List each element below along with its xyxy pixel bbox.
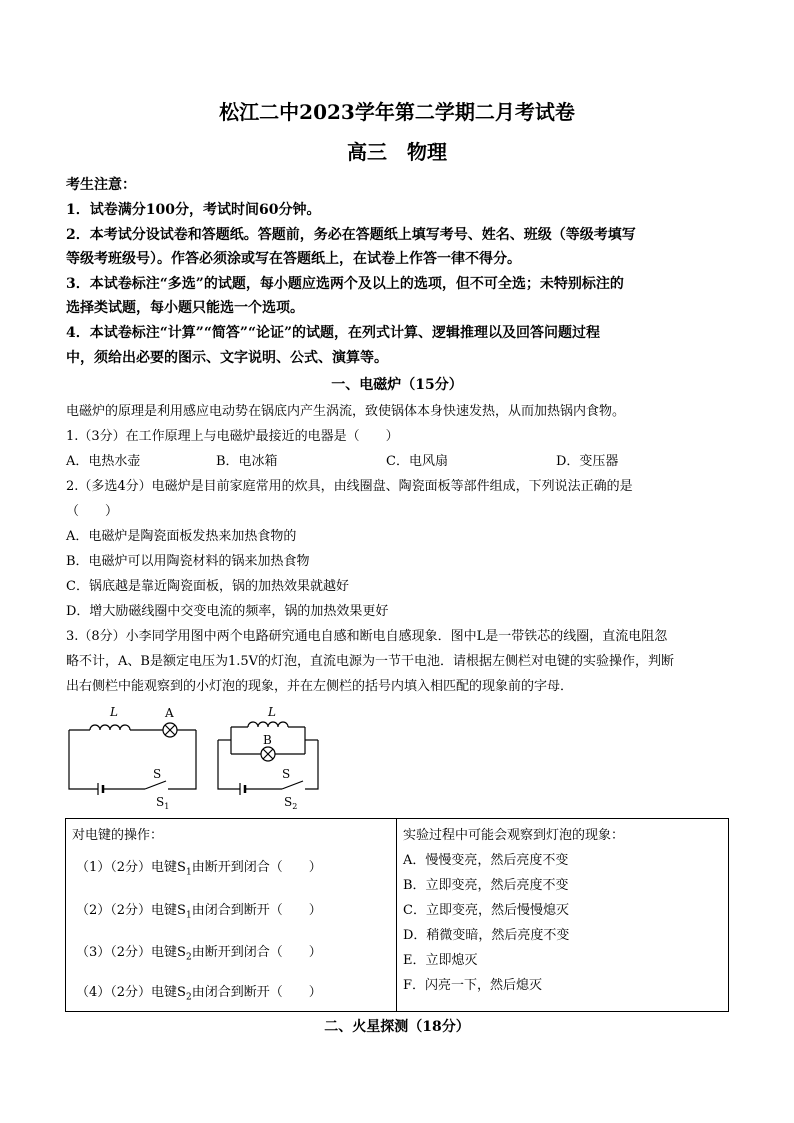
question-2-option-d: D．增大励磁线圈中交变电流的频率，锅的加热效果更好 — [66, 604, 389, 619]
notice-line: 选择类试题，每小题只能选一个选项。 — [66, 300, 304, 316]
phenomenon-item: E．立即熄灭 — [403, 953, 478, 968]
switch-name: $S_2$ — [284, 795, 298, 811]
inductor-label: L — [268, 705, 276, 719]
circuit-diagrams — [60, 700, 320, 812]
notice-line: 中，须给出必要的图示、文字说明、公式、演算等。 — [66, 350, 388, 366]
section-heading: 二、火星探测（18分） — [324, 1019, 470, 1035]
exam-subject: 高三 物理 — [347, 140, 447, 164]
inductor-icon — [90, 725, 130, 730]
phenomena-column — [397, 819, 729, 1012]
question-2-option-a: A．电磁炉是陶瓷面板发热来加热食物的 — [66, 529, 297, 544]
notice-line: 2．本考试分设试卷和答题纸。答题前，务必在答题纸上填写考号、姓名、班级（等级考填写 — [66, 227, 636, 243]
question-3-line: 略不计，A、B是额定电压为1.5V的灯泡，直流电源为一节干电池．请根据左侧栏对电键的实验操作，判断 — [66, 654, 675, 669]
notice-line: 等级考班级号）。作答必须涂或写在答题纸上，在试卷上作答一律不得分。 — [66, 251, 521, 267]
question-1-option-b: B．电冰箱 — [216, 454, 278, 469]
section-heading: 一、电磁炉（15分） — [331, 377, 463, 393]
question-1-option-a: A．电热水壶 — [66, 454, 141, 469]
section-intro: 电磁炉的原理是利用感应电动势在锅底内产生涡流，致使锅体本身快速发热，从而加热锅内食物。 — [66, 404, 626, 419]
switch-label: S — [282, 767, 291, 781]
circuit-1 — [69, 723, 196, 795]
exam-title: 松江二中2023学年第二学期二月考试卷 — [219, 100, 575, 124]
phenomenon-item: D．稍微变暗，然后亮度不变 — [403, 928, 570, 943]
operation-item: （2）（2分）电键$S_1$由闭合到断开（ ） — [76, 903, 322, 921]
question-1-option-d: D．变压器 — [556, 454, 619, 469]
question-2-blank: （ ） — [66, 504, 119, 519]
switch-name: $S_1$ — [156, 795, 170, 811]
lamp-a-label: A — [165, 706, 174, 720]
question-2-option-c: C．锅底越是靠近陶瓷面板，锅的加热效果就越好 — [66, 579, 349, 594]
operation-item: （3）（2分）电键$S_2$由断开到闭合（ ） — [76, 945, 322, 963]
phenomena-header: 实验过程中可能会观察到灯泡的现象： — [403, 828, 625, 843]
question-1-option-c: C．电风扇 — [386, 454, 448, 469]
inductor-label: L — [110, 705, 118, 719]
phenomenon-item: B．立即变亮，然后亮度不变 — [403, 878, 569, 893]
operations-header: 对电键的操作： — [72, 828, 164, 843]
operation-item: （1）（2分）电键$S_1$由断开到闭合（ ） — [76, 860, 322, 878]
question-2-stem: 2.（多选4分）电磁炉是目前家庭常用的炊具，由线圈盘、陶瓷面板等部件组成，下列说法正确的是 — [66, 479, 633, 494]
inductor-icon — [248, 722, 288, 727]
question-3-line: 3.（8分）小李同学用图中两个电路研究通电自感和断电自感现象．图中L是一带铁芯的线圈，直流电阻忽 — [66, 629, 668, 644]
lamp-b-label: B — [263, 733, 272, 747]
matching-table — [65, 818, 729, 1012]
question-2-option-b: B．电磁炉可以用陶瓷材料的锅来加热食物 — [66, 554, 310, 569]
notice-line: 4．本试卷标注“计算”“简答”“论证”的试题，在列式计算、逻辑推理以及回答问题过程 — [66, 325, 601, 341]
question-1-stem: 1.（3分）在工作原理上与电磁炉最接近的电器是（ ） — [66, 429, 399, 444]
switch-label: S — [153, 767, 162, 781]
operation-item: （4）（2分）电键$S_2$由闭合到断开（ ） — [76, 985, 322, 1003]
phenomenon-item: A．慢慢变亮，然后亮度不变 — [403, 853, 569, 868]
operations-column — [66, 819, 397, 1012]
phenomenon-item: C．立即变亮，然后慢慢熄灭 — [403, 903, 569, 918]
phenomenon-item: F．闪亮一下，然后熄灭 — [403, 978, 543, 993]
question-3-line: 出右侧栏中能观察到的小灯泡的现象，并在左侧栏的括号内填入相匹配的现象前的字母． — [66, 679, 574, 694]
notice-line: 3．本试卷标注“多选”的试题，每小题应选两个及以上的选项，但不可全选；未特别标注的 — [66, 276, 624, 292]
notice-heading: 考生注意： — [66, 177, 136, 193]
notice-line: 1．试卷满分100分，考试时间60分钟。 — [66, 202, 321, 218]
